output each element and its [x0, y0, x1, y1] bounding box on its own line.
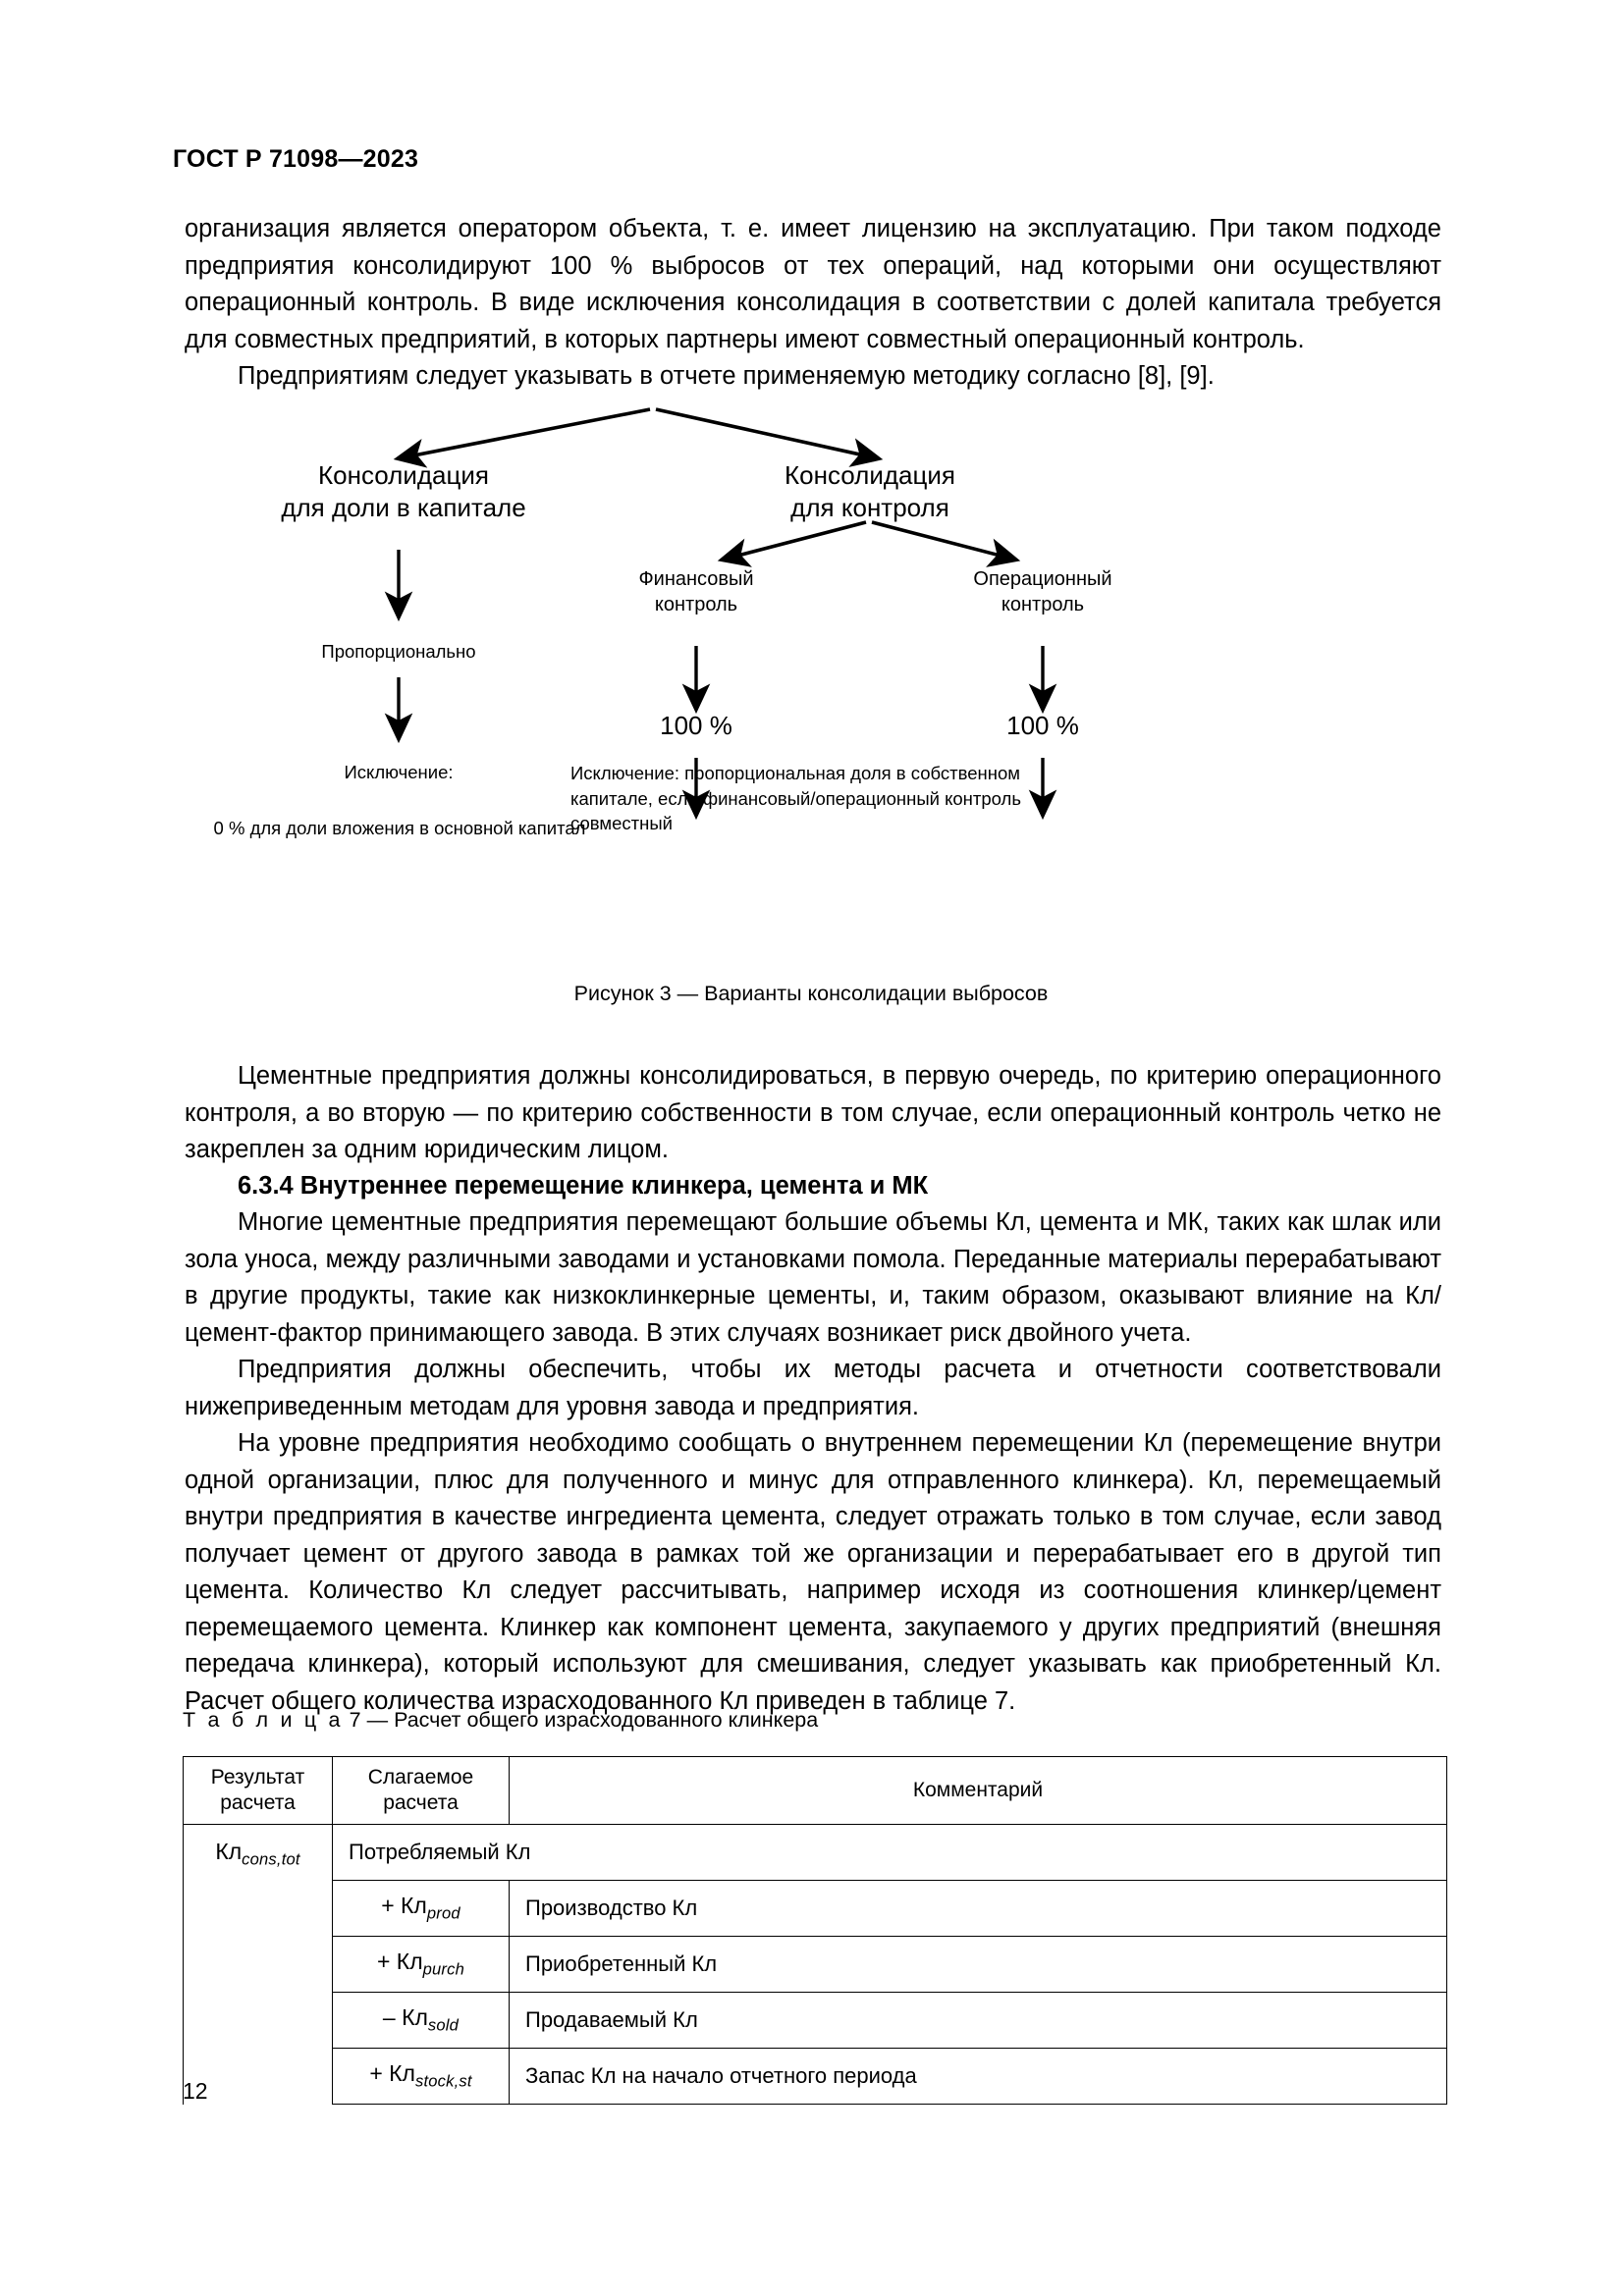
node-exception-right-line1: Исключение: пропорциональная доля в собственном — [570, 763, 1020, 783]
formula-sign-purch: + — [376, 1949, 397, 1975]
formula-sign-sold: – — [382, 2004, 403, 2031]
table-row — [184, 1825, 1447, 1881]
node-operational-line2: контроль — [1001, 593, 1085, 615]
paragraph-internal-transfer-intro: Многие цементные предприятия перемещают большие объемы Кл, цемента и МК, таких как шлак или зола уноса, между различными заводами и установками помола. Переданные материалы перерабатывают в другие продукты, такие как низкоклинкерные цементы, и, таким образом, оказывают влияние на Кл/цемент-фактор принимающего завода. В этих случаях возникает риск двойного учета. — [185, 1208, 1441, 1347]
header-col2-line2: расчета — [383, 1791, 459, 1814]
header-result-of-calculation — [184, 1757, 333, 1825]
table-row — [184, 1993, 1447, 2049]
table-row — [184, 2049, 1447, 2105]
figure-3-caption: Рисунок 3 — Варианты консолидации выбросов — [573, 982, 1049, 1005]
cell-comment-purch: Приобретенный Кл — [510, 1937, 1447, 1993]
cell-formula-purch — [333, 1937, 510, 1993]
table-7-caption-dash: — — [366, 1708, 389, 1732]
paragraph-enterprise-level: На уровне предприятия необходимо сообщать о внутреннем перемещении Кл (перемещение внутри одной организации, плюс для полученного и минус для отправленного клинкера). Кл, перемещаемый внутри предприятия в качестве ингредиента цемента, следует отражать только в том случае, если завод получает цемент от другого завода в рамках той же организации и перерабатывает его в другой тип цемента. Количество Кл следует рассчитывать, например исходя из соотношения клинкер/цемент перемещаемого цемента. Клинкер как компонент цемента, закупаемого у других предприятий (внешняя передача клинкера), который используют для смешивания, следует указывать как приобретенный Кл. Расчет общего количества израсходованного Кл приведен в таблице 7. — [185, 1429, 1441, 1715]
node-percent-financial: 100 % — [660, 711, 732, 740]
header-comment: Комментарий — [510, 1757, 1447, 1825]
node-proportional: Пропорционально — [321, 641, 476, 662]
table-header-row — [184, 1757, 1447, 1825]
intro-paragraphs — [185, 211, 1441, 396]
paragraph-calculation-methods: Предприятия должны обеспечить, чтобы их методы расчета и отчетности соответствовали нижеприведенным методам для уровня завода и предприятия. — [185, 1356, 1441, 1420]
table-7-caption — [183, 1708, 818, 1733]
cell-formula-stock — [333, 2049, 510, 2105]
table-7-caption-number: 7 — [349, 1708, 361, 1732]
section-heading-6-3-4: 6.3.4 Внутреннее перемещение клинкера, цемента и МК — [238, 1172, 929, 1200]
formula-base-sold: Кл — [402, 2004, 428, 2031]
table-7-clinker-calculation — [183, 1756, 1447, 2105]
cell-consumed-clinker: Потребляемый Кл — [333, 1825, 1447, 1881]
formula-base-purch: Кл — [396, 1949, 423, 1975]
formula-base-stock: Кл — [389, 2060, 415, 2087]
figure-3-consolidation-diagram — [173, 402, 1449, 991]
node-exception-right-line3: совместный — [570, 813, 673, 834]
node-equity-line2: для доли в капитале — [281, 493, 526, 523]
formula-sub-prod: prod — [426, 1903, 460, 1923]
node-exception-right-detail — [570, 761, 1258, 836]
node-percent-operational: 100 % — [1006, 711, 1079, 740]
section-6-3-4-paragraphs — [185, 1204, 1441, 1720]
formula-sub-stock: stock,st — [414, 2071, 472, 2091]
header-col2-line1: Слагаемое — [367, 1765, 474, 1789]
cell-comment-sold: Продаваемый Кл — [510, 1993, 1447, 2049]
node-operational-control — [945, 567, 1141, 617]
cell-formula-prod — [333, 1881, 510, 1937]
paragraph-continuation: организация является оператором объекта, т. е. имеет лицензию на эксплуатацию. При таком подходе предприятия консолидируют 100 % выбросов от тех операций, над которыми они осуществляют операционный контроль. В виде исключения консолидация в соответствии с долей капитала требуется для совместных предприятий, в которых партнеры имеют совместный операционный контроль. — [185, 215, 1441, 353]
node-financial-control — [598, 567, 794, 617]
table-row — [184, 1937, 1447, 1993]
header-summand-of-calculation — [333, 1757, 510, 1825]
formula-base-prod: Кл — [401, 1893, 427, 1919]
cell-comment-prod: Производство Кл — [510, 1881, 1447, 1937]
node-consolidation-control — [723, 459, 1017, 525]
header-col1-line2: расчета — [220, 1791, 296, 1814]
node-control-line1: Консолидация — [785, 460, 955, 490]
node-control-line2: для контроля — [790, 493, 949, 523]
node-exception-right-line2: капитале, если финансовый/операционный контроль — [570, 787, 1021, 809]
table-row — [184, 1881, 1447, 1937]
paragraph-reporting-method: Предприятиям следует указывать в отчете применяемую методику согласно [8], [9]. — [238, 362, 1215, 390]
paragraph-cement-consolidation-block — [185, 1058, 1441, 1169]
table-7-caption-text: Расчет общего израсходованного клинкера — [394, 1708, 819, 1732]
node-exception-left-detail: 0 % для доли вложения в основной капитал — [213, 818, 586, 838]
result-symbol-base: Кл — [215, 1839, 243, 1864]
cell-formula-sold — [333, 1993, 510, 2049]
node-exception-left-title: Исключение: — [344, 762, 454, 782]
cell-result-symbol — [184, 1825, 333, 2105]
paragraph-cement-consolidation: Цементные предприятия должны консолидироваться, в первую очередь, по критерию операционного контроля, а во вторую — по критерию собственности в том случае, если операционный контроль четко не закреплен за одним юридическим лицом. — [185, 1062, 1441, 1163]
formula-sign-stock: + — [369, 2060, 390, 2087]
document-header-standard-number: ГОСТ Р 71098—2023 — [173, 145, 419, 173]
formula-sub-sold: sold — [427, 2015, 460, 2035]
node-financial-line2: контроль — [654, 593, 738, 615]
formula-sign-prod: + — [381, 1893, 402, 1919]
formula-sub-purch: purch — [422, 1959, 465, 1979]
node-consolidation-equity-share — [242, 459, 566, 525]
cell-comment-stock: Запас Кл на начало отчетного периода — [510, 2049, 1447, 2105]
node-equity-line1: Консолидация — [318, 460, 489, 490]
result-symbol-sub: cons,tot — [242, 1849, 300, 1869]
table-7-caption-prefix: Т а б л и ц а — [183, 1708, 344, 1732]
node-operational-line1: Операционный — [973, 568, 1112, 590]
header-col1-line1: Результат — [210, 1765, 305, 1789]
page-number: 12 — [183, 2078, 208, 2104]
node-financial-line1: Финансовый — [638, 568, 754, 590]
